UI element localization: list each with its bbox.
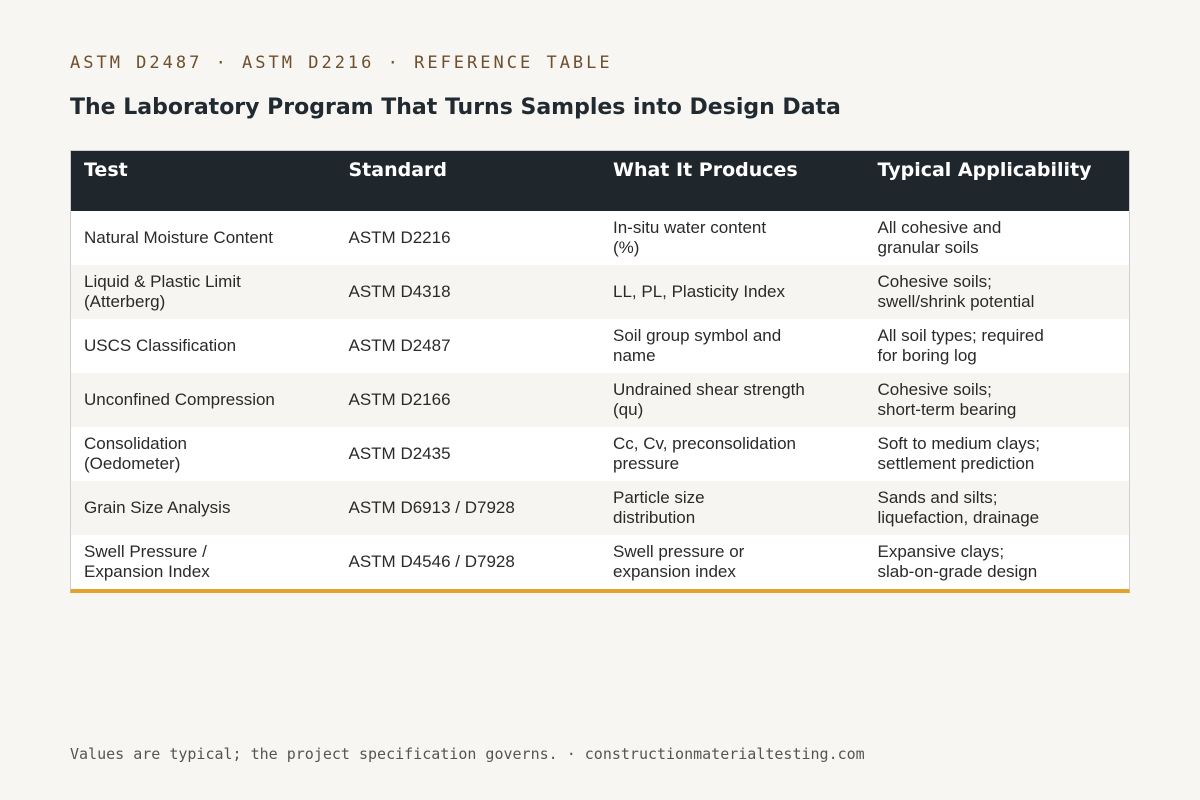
cell-applicability: [865, 211, 1130, 265]
cell-standard-text: ASTM D2166: [348, 390, 451, 409]
cell-test-text: Grain Size Analysis: [84, 498, 231, 517]
table-row: [71, 481, 1129, 535]
cell-test-text: Swell Pressure / Expansion Index: [84, 542, 210, 581]
cell-applicability: [865, 427, 1130, 481]
cell-produces-text: Swell pressure or expansion index: [613, 542, 745, 581]
cell-standard-text: ASTM D4546 / D7928: [348, 552, 515, 571]
cell-produces-text: In-situ water content (%): [613, 218, 767, 257]
cell-test: [71, 481, 336, 535]
table-row: [71, 211, 1129, 265]
footer-note: Values are typical; the project specification governs. · constructionmaterialtesting.com: [70, 745, 865, 763]
page-title: The Laboratory Program That Turns Samples into Design Data: [70, 95, 841, 120]
table-row: [71, 265, 1129, 319]
header-row: [71, 151, 1129, 211]
cell-applicability-text: Cohesive soils; short-term bearing: [877, 380, 1017, 419]
cell-produces: [600, 319, 865, 373]
cell-standard-text: ASTM D2487: [348, 336, 451, 355]
cell-test-text: Natural Moisture Content: [84, 228, 273, 247]
cell-test: [71, 319, 336, 373]
cell-standard: [336, 319, 601, 373]
cell-test: [71, 373, 336, 427]
cell-produces-text: Undrained shear strength (qu): [613, 380, 805, 419]
cell-applicability: [865, 265, 1130, 319]
column-header-applicability: Typical Applicability: [865, 151, 1130, 211]
cell-produces: [600, 481, 865, 535]
cell-test-text: Unconfined Compression: [84, 390, 275, 409]
cell-standard: [336, 265, 601, 319]
cell-applicability: [865, 373, 1130, 427]
cell-applicability-text: All soil types; required for boring log: [877, 326, 1044, 365]
cell-test: [71, 427, 336, 481]
cell-test: [71, 211, 336, 265]
cell-applicability-text: Sands and silts; liquefaction, drainage: [877, 488, 1040, 527]
cell-standard-text: ASTM D4318: [348, 282, 451, 301]
cell-standard-text: ASTM D2435: [348, 444, 451, 463]
table-body: [71, 211, 1129, 589]
cell-standard-text: ASTM D2216: [348, 228, 451, 247]
cell-test: [71, 535, 336, 589]
table-row: [71, 319, 1129, 373]
table-row: [71, 427, 1129, 481]
cell-standard-text: ASTM D6913 / D7928: [348, 498, 515, 517]
table-row: [71, 535, 1129, 589]
cell-applicability-text: Cohesive soils; swell/shrink potential: [877, 272, 1035, 311]
cell-standard: [336, 481, 601, 535]
cell-produces-text: Soil group symbol and name: [613, 326, 782, 365]
cell-applicability-text: All cohesive and granular soils: [877, 218, 1002, 257]
lab-tests-table: [71, 151, 1129, 589]
cell-standard: [336, 211, 601, 265]
eyebrow-label: ASTM D2487 · ASTM D2216 · REFERENCE TABLE: [70, 53, 613, 73]
cell-applicability: [865, 319, 1130, 373]
cell-test-text: Consolidation (Oedometer): [84, 434, 188, 473]
cell-test-text: Liquid & Plastic Limit (Atterberg): [84, 272, 241, 311]
cell-produces: [600, 211, 865, 265]
cell-produces: [600, 535, 865, 589]
cell-applicability: [865, 535, 1130, 589]
cell-produces: [600, 427, 865, 481]
cell-applicability-text: Expansive clays; slab-on-grade design: [877, 542, 1038, 581]
cell-produces-text: Cc, Cv, preconsolidation pressure: [613, 434, 796, 473]
cell-test: [71, 265, 336, 319]
cell-applicability-text: Soft to medium clays; settlement prediction: [877, 434, 1041, 473]
cell-applicability: [865, 481, 1130, 535]
cell-produces: [600, 373, 865, 427]
cell-test-text: USCS Classification: [84, 336, 237, 355]
cell-produces: [600, 265, 865, 319]
table-header: [71, 151, 1129, 211]
cell-standard: [336, 427, 601, 481]
cell-standard: [336, 373, 601, 427]
cell-produces-text: Particle size distribution: [613, 488, 705, 527]
cell-standard: [336, 535, 601, 589]
column-header-test: Test: [71, 151, 336, 211]
table-row: [71, 373, 1129, 427]
reference-table: [70, 150, 1130, 593]
column-header-standard: Standard: [336, 151, 601, 211]
column-header-produces: What It Produces: [600, 151, 865, 211]
cell-produces-text: LL, PL, Plasticity Index: [613, 282, 785, 301]
